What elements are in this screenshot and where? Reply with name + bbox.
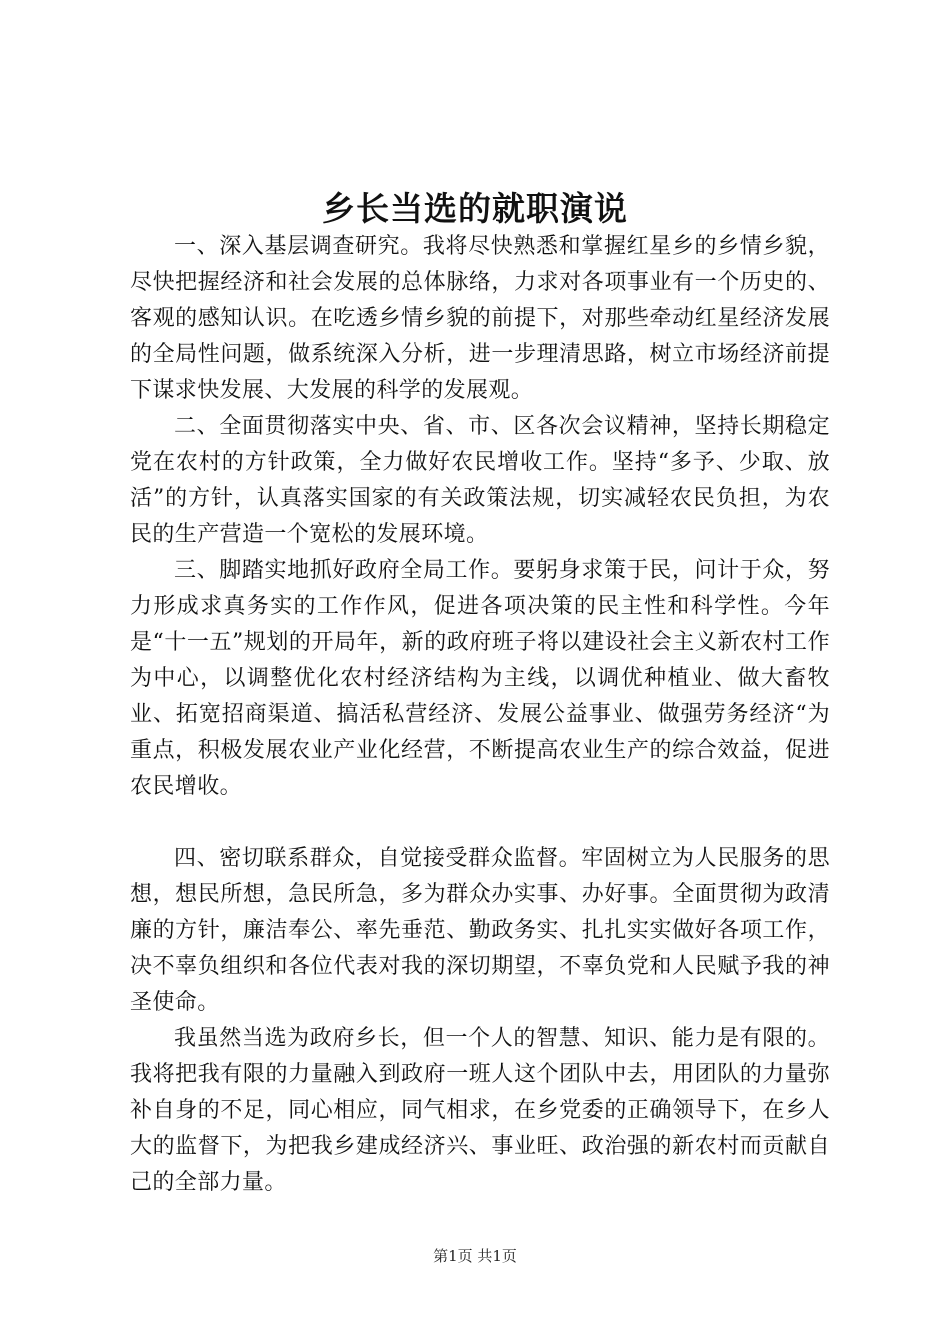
paragraph-5: 我虽然当选为政府乡长，但一个人的智慧、知识、能力是有限的。我将把我有限的力量融入到政府一班人这个团队中去，用团队的力量弥补自身的不足，同心相应，同气相求，在乡党委的正确领导下，在乡人大的监督下，为把我乡建成经济兴、事业旺、政治强的新农村而贡献自己的全部力量。 bbox=[130, 1026, 830, 1195]
document-body bbox=[130, 229, 830, 1201]
paragraph-1: 一、深入基层调查研究。我将尽快熟悉和掌握红星乡的乡情乡貌，尽快把握经济和社会发展的总体脉络，力求对各项事业有一个历史的、客观的感知认识。在吃透乡情乡貌的前提下，对那些牵动红星经济发展的全局性问题，做系统深入分析，进一步理清思路，树立市场经济前提下谋求快发展、大发展的科学的发展观。 bbox=[130, 234, 830, 403]
paragraph-4: 四、密切联系群众，自觉接受群众监督。牢固树立为人民服务的思想，想民所想，急民所急，多为群众办实事、办好事。全面贯彻为政清廉的方针，廉洁奉公、率先垂范、勤政务实、扎扎实实做好各项工作，决不辜负组织和各位代表对我的深切期望，不辜负党和人民赋予我的神圣使命。 bbox=[130, 846, 830, 1015]
page-number-footer: 第1页 共1页 bbox=[433, 1247, 517, 1265]
paragraph-3: 三、脚踏实地抓好政府全局工作。要躬身求策于民，问计于众，努力形成求真务实的工作作风，促进各项决策的民主性和科学性。今年是“十一五”规划的开局年，新的政府班子将以建设社会主义新农村工作为中心，以调整优化农村经济结构为主线，以调优种植业、做大畜牧业、拓宽招商渠道、搞活私营经济、发展公益事业、做强劳务经济“为重点，积极发展农业产业化经营，不断提高农业生产的综合效益，促进农民增收。 bbox=[130, 558, 830, 799]
paragraph-spacer bbox=[130, 805, 830, 841]
document-title: 乡长当选的就职演说 bbox=[322, 189, 628, 228]
paragraph-2: 二、全面贯彻落实中央、省、市、区各次会议精神，坚持长期稳定党在农村的方针政策，全力做好农民增收工作。坚持“多予、少取、放活”的方针，认真落实国家的有关政策法规，切实减轻农民负担，为农民的生产营造一个宽松的发展环境。 bbox=[130, 414, 830, 547]
